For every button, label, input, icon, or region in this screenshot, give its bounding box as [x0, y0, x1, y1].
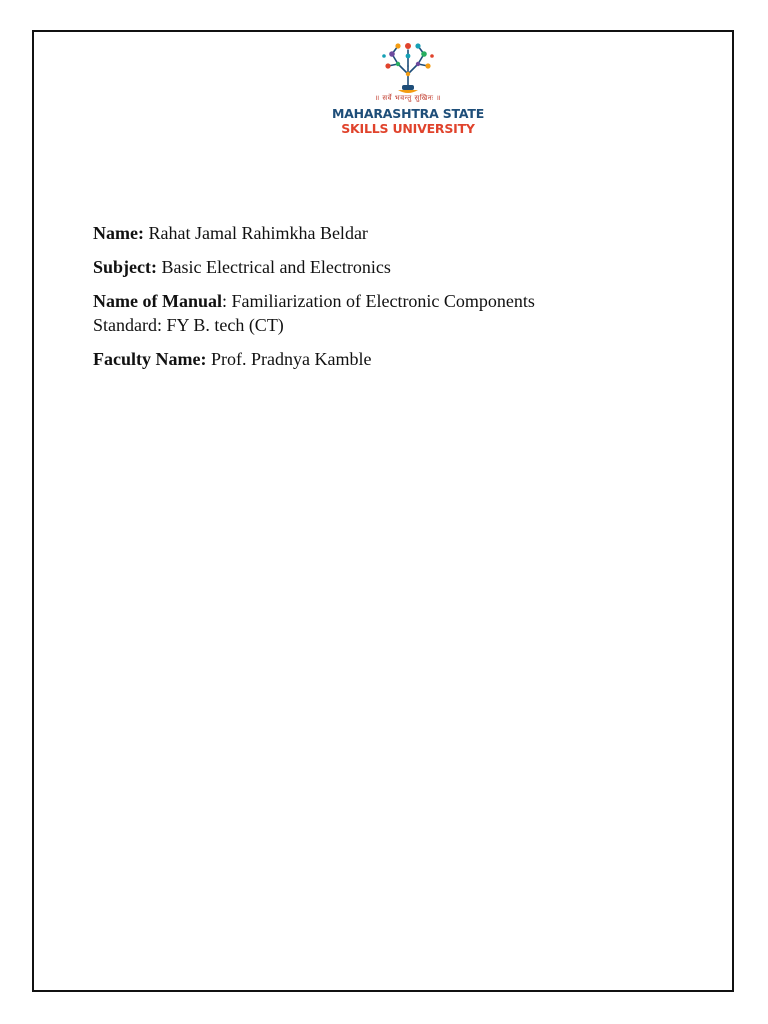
university-logo	[318, 40, 498, 140]
tree-network-icon	[318, 40, 498, 94]
logo-motto: ॥ सर्वे भवन्तु सुखिनः ॥	[375, 94, 441, 102]
faculty-value: Prof. Pradnya Kamble	[206, 349, 372, 369]
name-label: Name:	[93, 223, 144, 243]
manual-value: : Familiarization of Electronic Components	[222, 291, 535, 311]
logo-text-line2: SKILLS UNIVERSITY	[341, 121, 475, 136]
page-border	[32, 30, 734, 992]
subject-row	[93, 256, 693, 278]
manual-row	[93, 290, 693, 336]
subject-value: Basic Electrical and Electronics	[157, 257, 391, 277]
name-value: Rahat Jamal Rahimkha Beldar	[143, 223, 368, 243]
cover-info	[93, 222, 693, 382]
name-row	[93, 222, 693, 244]
standard-line: Standard: FY B. tech (CT)	[93, 315, 284, 335]
manual-label: Name of Manual	[93, 291, 222, 311]
faculty-row	[93, 348, 693, 370]
subject-label: Subject:	[93, 257, 157, 277]
faculty-label: Faculty Name:	[93, 349, 207, 369]
logo-text-line1: MAHARASHTRA STATE	[331, 106, 485, 121]
